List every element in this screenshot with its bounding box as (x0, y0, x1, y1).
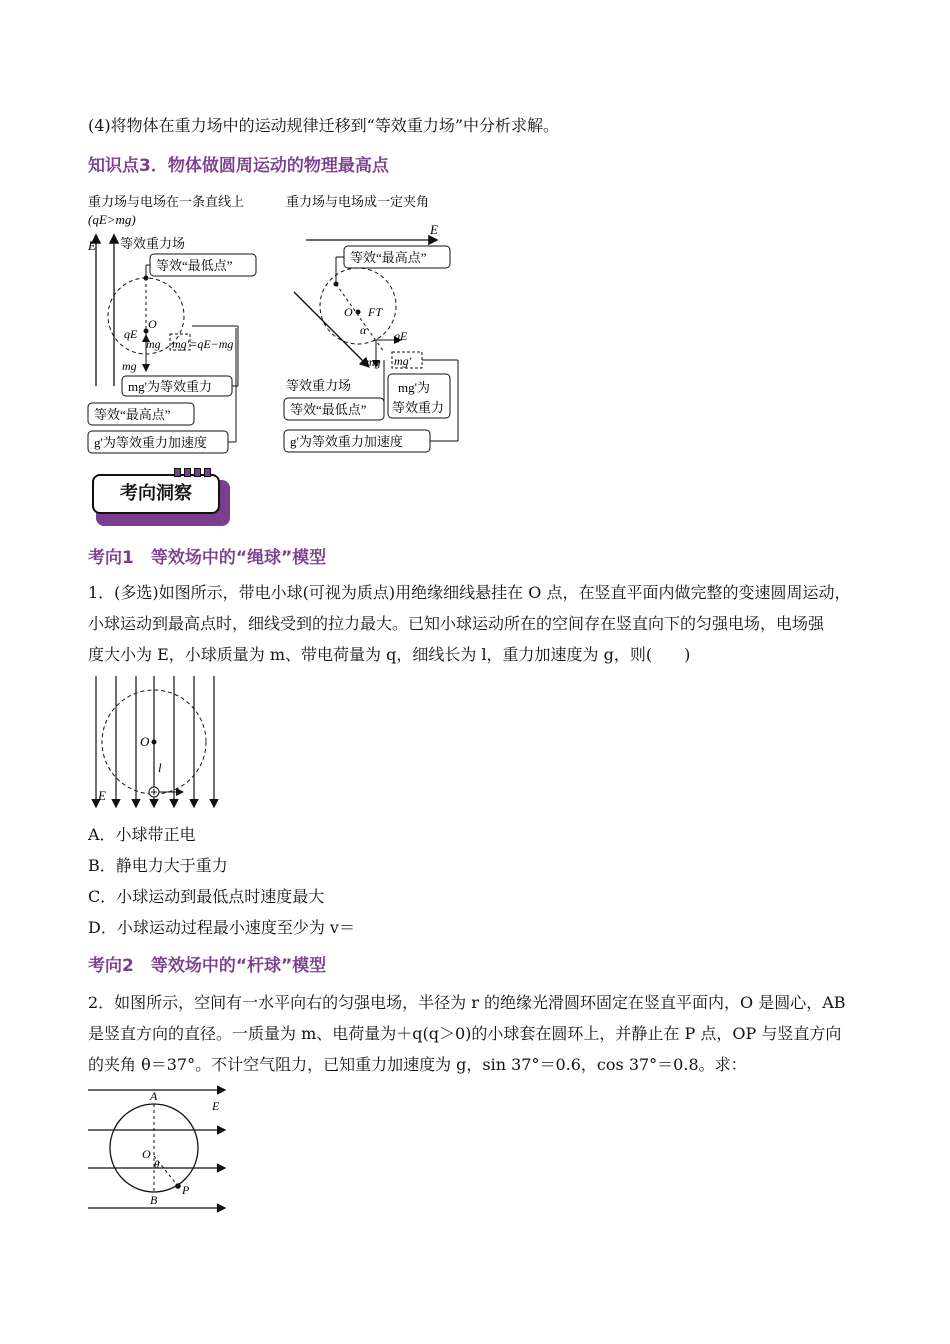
q2-fig-label-O: O (142, 1147, 151, 1161)
section-badge (92, 474, 230, 526)
fig-left-label-O: O (148, 317, 157, 331)
q2-ball-P (175, 1183, 181, 1189)
q2-fig-label-theta: θ (154, 1159, 160, 1171)
fig-left-label-mg: mg (122, 359, 137, 373)
q1-fig-label-E: E (98, 788, 106, 803)
q1-figure (86, 672, 226, 812)
fig-left-label-E: E (88, 238, 96, 253)
fig-right-label-qE: qE (394, 329, 408, 343)
q1-option-d: D．小球运动过程最小速度至少为 v＝ (88, 918, 355, 937)
fig-right-label-g-prime: g'为等效重力加速度 (290, 434, 403, 449)
fig-right-label-mg: mg (366, 355, 381, 369)
q1-fig-label-l: l (158, 760, 162, 775)
fig-left-label-equiv-field: 等效重力场 (120, 236, 186, 251)
q1-option-b: B．静电力大于重力 (88, 856, 228, 875)
fig-left-label-lowest: 等效“最低点” (156, 258, 233, 273)
q1-line2: 小球运动到最高点时，细线受到的拉力最大。已知小球运动所在的空间存在竖直向下的匀强电场，电场强 (88, 614, 825, 633)
q2-fig-label-A: A (150, 1089, 158, 1103)
q1-fig-label-O: O (140, 734, 150, 749)
fig-right-label-equiv-field: 等效重力场 (286, 378, 352, 393)
q2-line1: 2．如图所示，空间有一水平向右的匀强电场，半径为 r 的绝缘光滑圆环固定在竖直平面内，O 是圆心，AB (88, 993, 846, 1012)
fig-right-label-mg-prime-for2: 等效重力 (392, 400, 445, 415)
fig-left-caption-2: (qE>mg) (88, 212, 136, 227)
fig-right-label-E: E (430, 222, 438, 237)
fig-left-label-highest: 等效“最高点” (94, 407, 171, 422)
q1-line3: 度大小为 E，小球质量为 m、带电荷量为 q，细线长为 l，重力加速度为 g，则( ) (88, 645, 691, 664)
fig-right-label-lowest: 等效“最低点” (290, 402, 367, 417)
direction1-title: 考向1 等效场中的“绳球”模型 (88, 548, 327, 568)
q2-fig-label-B: B (150, 1193, 158, 1207)
q2-line2: 是竖直方向的直径。一质量为 m、电荷量为＋q(q＞0)的小球套在圆环上，并静止在 P 点，OP 与竖直方向 (88, 1024, 842, 1043)
direction2-title: 考向2 等效场中的“杆球”模型 (88, 956, 327, 976)
fig-left-label-mg-top: mg (146, 337, 161, 351)
intro-paragraph: (4)将物体在重力场中的运动规律迁移到“等效重力场”中分析求解。 (88, 116, 560, 135)
equivalent-field-figure-collinear (84, 188, 264, 460)
fig-left-label-mg-prime-eq: mg'=qE−mg (172, 337, 234, 351)
q2-line3: 的夹角 θ＝37°。不计空气阻力，已知重力加速度为 g，sin 37°＝0.6，cos 37°＝0.8。求： (88, 1055, 747, 1074)
q2-fig-label-P: P (182, 1183, 190, 1197)
q2-figure (86, 1082, 236, 1216)
fig-right-label-highest: 等效“最高点” (350, 250, 427, 265)
fig-right-label-mg-prime-for1: mg'为 (398, 380, 430, 395)
equivalent-field-figure-angled (280, 188, 470, 460)
badge-decoration (174, 468, 214, 478)
fig-right-caption: 重力场与电场成一定夹角 (286, 194, 430, 209)
fig-left-caption-1: 重力场与电场在一条直线上 (88, 194, 245, 209)
fig-right-label-O: O (344, 305, 353, 319)
knowledge-point-title: 知识点3．物体做圆周运动的物理最高点 (88, 156, 389, 176)
fig-right-circle (320, 268, 396, 344)
q2-fig-label-E: E (212, 1099, 220, 1113)
fig-left-label-mg-equiv: mg'为等效重力 (128, 379, 212, 394)
q1-option-a: A．小球带正电 (88, 825, 196, 844)
fig-left-label-g-prime: g'为等效重力加速度 (94, 435, 207, 450)
fig-right-label-alpha: α (360, 323, 367, 337)
fig-left-label-qE: qE (124, 327, 138, 341)
fig-right-label-FT: FT (368, 305, 383, 319)
badge-label: 考向洞察 (92, 474, 220, 514)
fig-right-label-mg-prime: mg' (394, 354, 412, 368)
q1-option-c: C．小球运动到最低点时速度最大 (88, 887, 325, 906)
q1-line1: 1．(多选)如图所示，带电小球(可视为质点)用绝缘细线悬挂在 O 点，在竖直平面内做完整的变速圆周运动， (88, 583, 851, 602)
